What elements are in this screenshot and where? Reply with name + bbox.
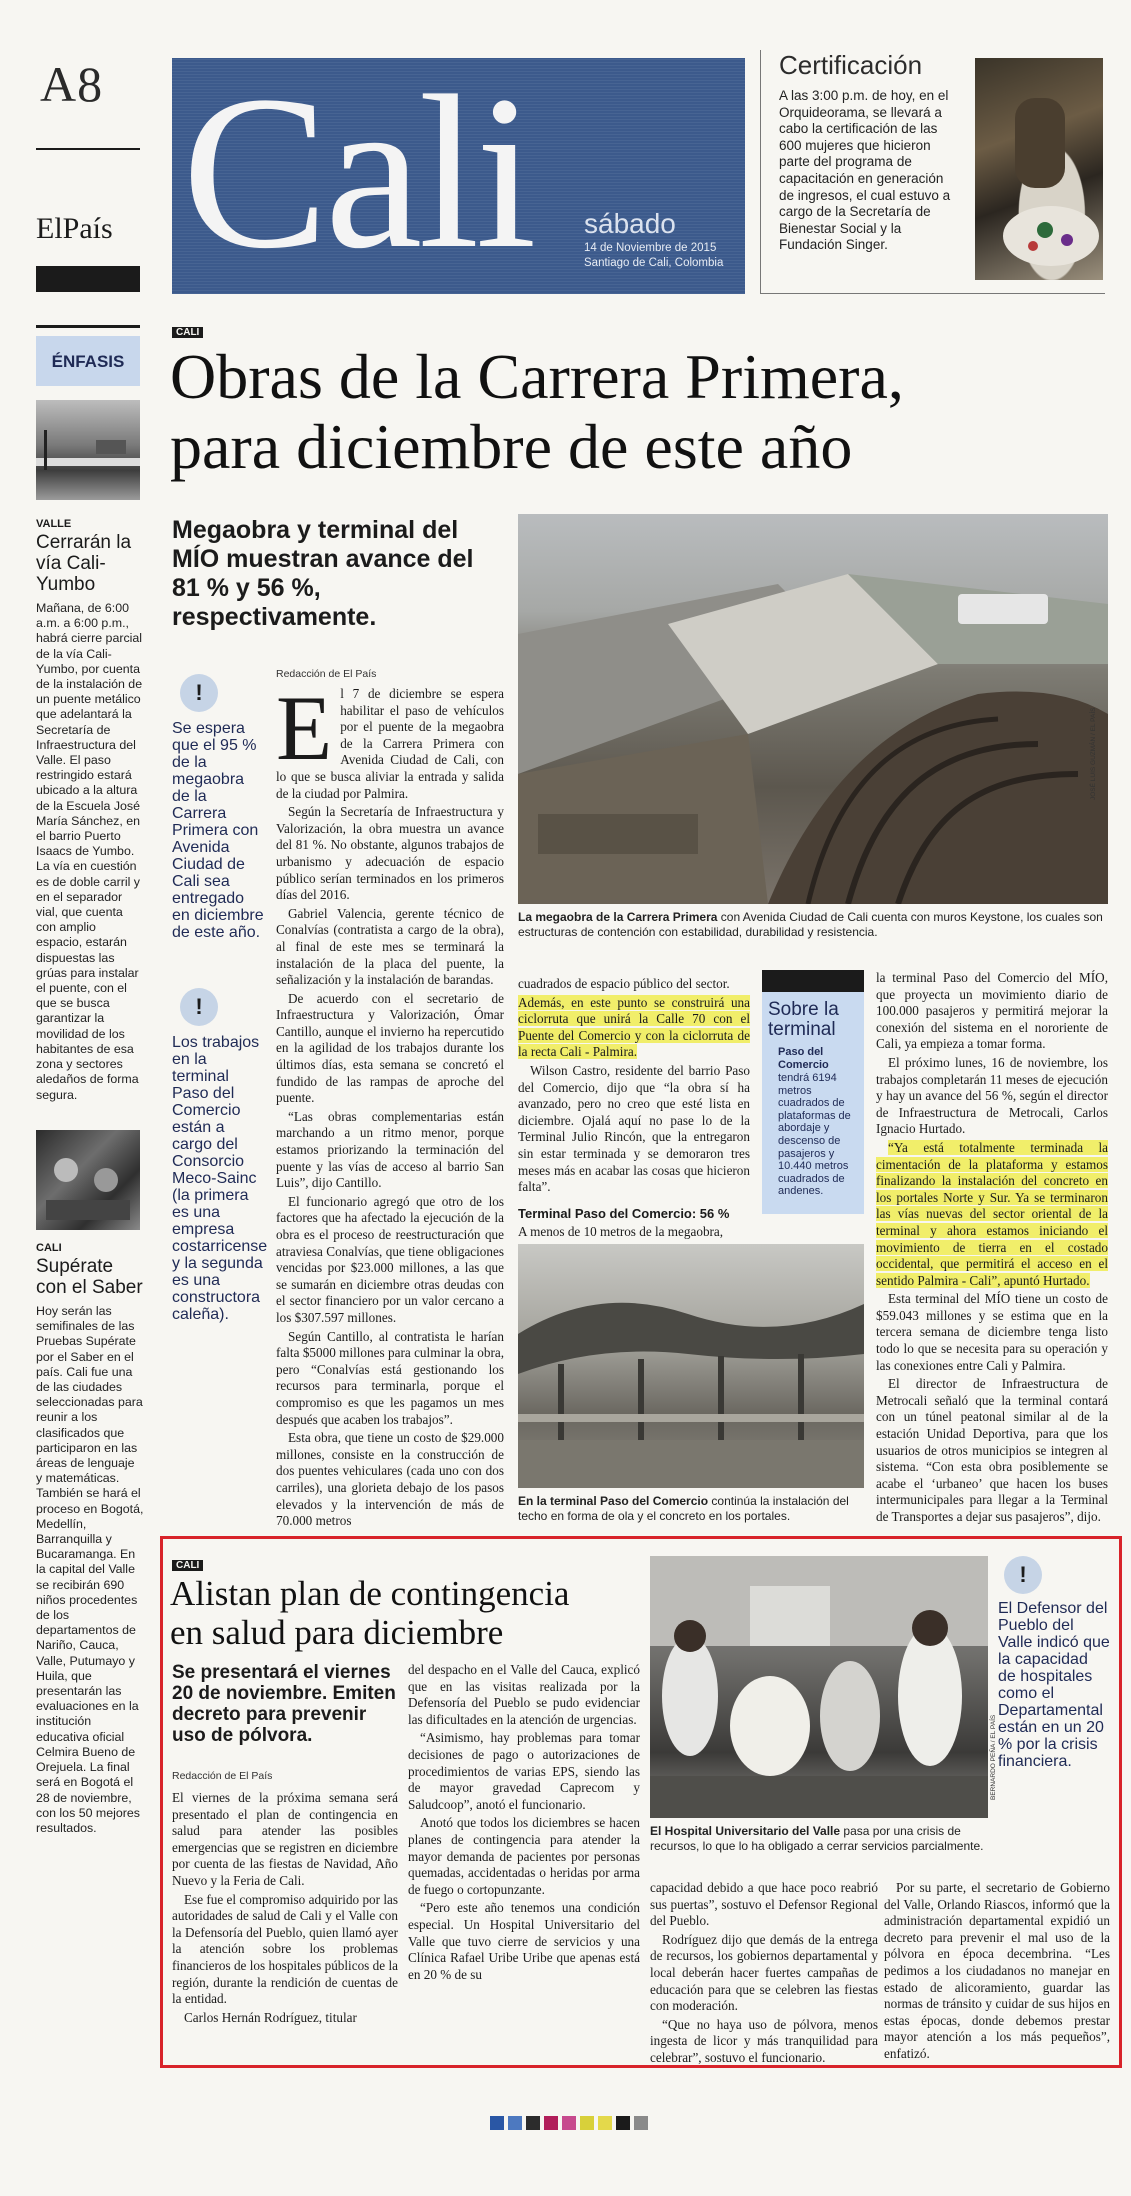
enfasis-label: ÉNFASIS bbox=[36, 336, 140, 386]
health-pull-quote: El Defensor del Pueblo del Valle indicó que la capacidad de hospitales como el Departamental están en un 20 % por la crisis financiera. bbox=[998, 1600, 1110, 1770]
main-col1-p: Según la Secretaría de Infraestructura y Valorización, la obra muestra un avance del 81 %. No obstante, algunos trabajos de urbanismo y adecuación de espacio público serían terminados en los primeros días del 2016. bbox=[276, 804, 504, 903]
main-col3-p: Esta terminal del MÍO tiene un costo de $59.043 millones y se estima que en la tercera semana de diciembre tenga listo todo lo que se necesita para su operación y las conexiones entre Cali y Palmira. bbox=[876, 1291, 1108, 1373]
color-swatch bbox=[544, 2116, 558, 2130]
enfasis-top-rule bbox=[36, 325, 140, 328]
main-story-tag: CALI bbox=[172, 327, 203, 338]
terminal-construction-image bbox=[518, 1244, 864, 1488]
photo2-caption bbox=[518, 1494, 864, 1523]
enfasis-title: Cerrarán la vía Cali-Yumbo bbox=[36, 532, 132, 595]
health-col3-p: capacidad debido a que hace poco reabrió sus puertas”, sostuvo el Defensor Regional del Pueblo. bbox=[650, 1880, 878, 1929]
main-headline bbox=[170, 342, 1110, 482]
color-swatch bbox=[562, 2116, 576, 2130]
health-col2-p: del despacho en el Valle del Cauca, explicó que en las visitas realizada por la Defensoría del Pueblo se pudo evidenciar las dificultades en la atención de urgencias. bbox=[408, 1662, 640, 1727]
health-headline-line1: Alistan plan de contingencia bbox=[170, 1574, 570, 1613]
sobre-lead: Paso del Comercio bbox=[778, 1046, 829, 1071]
health-col2-p: “Pero este año tenemos una condición especial. Un Hospital Universitario del Valle que tuvo cierre de servicios y una Clínica Rafael Uribe Uribe que apenas está en 20 % de su bbox=[408, 1900, 640, 1982]
main-col3-highlight: “Ya está totalmente terminada la cimentación de la plataforma y estamos finalizando la instalación del concreto en los portales Norte y Sur. Ya se terminaron las vías nuevas del sector oriental de la terminal y ahora estamos iniciando el movimiento de tierra en el costado occidental, que permitirá el acceso en el sentido Palmira - Cali”, apuntó Hurtado. bbox=[876, 1139, 1108, 1288]
main-col2-p: A menos de 10 metros de la megaobra, bbox=[518, 1224, 724, 1240]
main-col3-p: la terminal Paso del Comercio del MÍO, que proyecta un movimiento diario de 100.000 pasajeros y permitirá mejorar la conexión del sistema en el nororiente de Cali, ya empieza a tomar forma. bbox=[876, 970, 1108, 1052]
enfasis-photo-2 bbox=[36, 1130, 140, 1230]
main-col-1 bbox=[276, 677, 504, 1532]
terminal-photo bbox=[518, 1244, 864, 1488]
health-col-1 bbox=[172, 1790, 398, 2028]
main-col2-highlight: Además, en este punto se construirá una ciclorruta que unirá la Calle 70 con el Puente del Comercio y con la ciclorruta de la recta Cali - Palmira. bbox=[518, 994, 750, 1060]
health-byline: Redacción de El País bbox=[172, 1770, 273, 1782]
enfasis-item-cali bbox=[36, 1242, 144, 1836]
hospital-photo-credit: BERNARDO PEÑA / EL PAÍS bbox=[990, 1714, 997, 1800]
health-headline-line2: en salud para diciembre bbox=[170, 1613, 504, 1652]
health-col3-p: Rodríguez dijo que demás de la entrega de recursos, los gobiernos departamental y local deberán hacer fuertes campañas de educación para que se celebren las fiestas con moderación. bbox=[650, 1931, 878, 2014]
brand-underline bbox=[36, 266, 140, 292]
health-col1-p: Ese fue el compromiso adquirido por las autoridades de salud de Cali y el Valle con la Defensoría del Pueblo, quien llamó ayer la atención sobre los problemas financieros de los hospitales públicos de la región, durante la rendición de cuentas de la entidad. bbox=[172, 1891, 398, 2007]
color-swatch bbox=[490, 2116, 504, 2130]
dropcap: E bbox=[276, 677, 333, 779]
sobre-title: Sobre la terminal bbox=[768, 999, 839, 1040]
health-col1-p: El viernes de la próxima semana será presentado el plan de contingencia en salud para atender las posibles emergencias que se registren en diciembre por cuenta de las fiestas de Navidad, Año Nuevo y la Feria de Cali. bbox=[172, 1790, 398, 1888]
color-swatch bbox=[580, 2116, 594, 2130]
main-headline-line1: Obras de la Carrera Primera, bbox=[170, 341, 904, 412]
sobre-terminal-box bbox=[762, 970, 864, 1214]
main-col1-p: De acuerdo con el secretario de Infraestructura y Valorización, Ómar Cantillo, aunque el invierno ha repercutido en la agilidad de los trabajos durante los últimos días, esta semana se concretó el fundido de las rampas de aproche del puente. bbox=[276, 990, 504, 1106]
bridge-construction-image bbox=[518, 514, 1108, 904]
enfasis-body: Mañana, de 6:00 a.m. a 6:00 p.m., habrá cierre parcial de la vía Cali-Yumbo, por cuenta de la instalación de un puente metálico que adelantará la Secretaría de Infraestructura del Valle. El paso restringido estará ubicado a la altura de la Escuela José María Sánchez, en el barrio Puerto Isaacs de Yumbo. La vía en cuestión es de doble carril y en el separador vial, que cuenta con amplio espacio, estarán dispuestas las grúas para instalar el puente, con el que se busca garantizar la movilidad de los habitantes de esa zona y sectores aledaños de forma segura. bbox=[36, 601, 143, 1102]
photo1-credit: JOSÉ LUIS GUZMÁN / EL PAÍS bbox=[1090, 707, 1097, 800]
main-col2-p: Wilson Castro, residente del barrio Paso del Comercio, dijo que “la obra sí ha avanzado, pero no creo que esté lista en diciembre. Ojalá aquí no pase lo de la Terminal Julio Rincón, que la entregaron sin estar terminada y se demoraron tres meses más en acabar las cosas que hicieron falta”. bbox=[518, 1062, 750, 1195]
color-swatch bbox=[526, 2116, 540, 2130]
certificacion-box bbox=[760, 50, 1105, 294]
enfasis-tag: VALLE bbox=[36, 518, 72, 530]
hospital-photo-caption bbox=[650, 1824, 988, 1853]
health-col-3 bbox=[650, 1880, 878, 2069]
main-headline-line2: para diciembre de este año bbox=[170, 411, 853, 482]
health-deck: Se presentará el viernes 20 de noviembre. Emiten decreto para prevenir uso de pólvora. bbox=[172, 1662, 396, 1746]
health-story-tag: CALI bbox=[172, 1560, 203, 1571]
hospital-staff-image bbox=[650, 1556, 988, 1818]
color-swatch bbox=[598, 2116, 612, 2130]
alert-icon: ! bbox=[180, 674, 218, 712]
main-col1-p: El funcionario agregó que otro de los factores que ha afectado la ejecución de la obra es el proceso de reestructuración que atraviesa Conalvías, que tiene obligaciones vencidas por $23.000 millones, a las que se sumarán en diciembre otras deudas con el sector financiero por un valor cercano a los $307.597 millones. bbox=[276, 1193, 504, 1325]
photo2-caption-bold: En la terminal Paso del Comercio bbox=[518, 1494, 709, 1508]
color-swatch bbox=[616, 2116, 630, 2130]
hospital-caption-text: pasa por una crisis de recursos, lo que lo ha obligado a cerrar servicios parcialmente. bbox=[650, 1824, 984, 1853]
main-byline: Redacción de El País bbox=[276, 668, 377, 680]
section-place: Santiago de Cali, Colombia bbox=[584, 257, 724, 269]
main-col1-p: Esta obra, que tiene un costo de $29.000 millones, consiste en la construcción de dos puentes vehiculares (cada uno con dos carriles), una glorieta debajo de los pasos elevados y la intervención de más de 70.000 metros bbox=[276, 1430, 504, 1529]
main-deck: Megaobra y terminal del MÍO muestran avance del 81 % y 56 %, respectivamente. bbox=[172, 516, 474, 631]
main-col1-p: Gabriel Valencia, gerente técnico de Conalvías (contratista a cargo de la obra), al final de este mes se terminará la instalación de la placa del puente, la señalización y la instalación de barandas. bbox=[276, 905, 504, 988]
section-date: 14 de Noviembre de 2015 bbox=[584, 242, 717, 254]
health-col2-p: “Asimismo, hay problemas para tomar decisiones de pago o autorizaciones de procedimientos de varias EPS, siendo las de mayor gravedad Caprecom y Saludcoop”, anotó el funcionario. bbox=[408, 1730, 640, 1812]
health-col3-p: “Que no haya uso de pólvora, menos ingesta de licor y más tranquilidad para celebrar”, sostuvo el funcionario. bbox=[650, 2016, 878, 2065]
main-col3-p: El próximo lunes, 16 de noviembre, los trabajos completarán 11 meses de ejecución y hay un avance del 56 %, según el director de Infraestructura de Metrocali, Carlos Ignacio Hurtado. bbox=[876, 1054, 1108, 1137]
print-color-bar bbox=[490, 2116, 648, 2130]
masthead bbox=[172, 50, 745, 294]
enfasis-tag: CALI bbox=[36, 1242, 62, 1254]
certificacion-photo bbox=[975, 58, 1103, 280]
alert-icon: ! bbox=[180, 988, 218, 1026]
photo1-caption-text: con Avenida Ciudad de Cali cuenta con muros Keystone, los cuales son estructuras de contención con estabilidad, durabilidad y resistencia. bbox=[518, 910, 1103, 939]
enfasis-item-valle bbox=[36, 518, 144, 1103]
main-col2-p: cuadrados de espacio público del sector. bbox=[518, 976, 730, 991]
page-number: A8 bbox=[40, 56, 104, 112]
sobre-body: tendrá 6194 metros cuadrados de plataformas de abordaje y descenso de pasajeros y 10.440 metros cuadrados de andenes. bbox=[778, 1072, 851, 1198]
color-swatch bbox=[508, 2116, 522, 2130]
health-col-2 bbox=[408, 1662, 640, 1985]
brand-logo: ElPaís bbox=[36, 212, 113, 245]
color-swatch bbox=[634, 2116, 648, 2130]
certificacion-body: A las 3:00 p.m. de hoy, en el Orquideorama, se llevará a cabo la certificación de las 600 mujeres que hicieron parte del programa de capacitación en generación de ingresos, el cual estuvo a cargo de la Secretaría de Bienestar Social y la Fundación Singer. bbox=[779, 88, 951, 253]
pull-quote-2: Los trabajos en la terminal Paso del Comercio están a cargo del Consorcio Meco-Sainc (la primera es una empresa costarricense y la segunda es una constructora caleña). bbox=[172, 1034, 268, 1323]
health-col-4 bbox=[884, 1880, 1110, 2065]
section-day: sábado bbox=[584, 208, 676, 239]
embroidery-image bbox=[975, 58, 1103, 280]
enfasis-photo-1 bbox=[36, 400, 140, 500]
hospital-caption-bold: El Hospital Universitario del Valle bbox=[650, 1824, 841, 1838]
alert-icon: ! bbox=[1004, 1556, 1042, 1594]
health-headline bbox=[170, 1574, 650, 1652]
enfasis-title: Supérate con el Saber bbox=[36, 1256, 143, 1298]
health-col1-p: Carlos Hernán Rodríguez, titular bbox=[184, 2009, 357, 2025]
health-col2-p: Anotó que todos los diciembres se hacen planes de contingencia para atender la mayor demanda de pacientes por personas quemadas, accidentadas o heridas por arma de fuego o cortopunzante. bbox=[408, 1815, 640, 1897]
health-col4-p: Por su parte, el secretario de Gobierno del Valle, Orlando Riascos, informó que la administración departamental expidió un decreto para prevenir el mal uso de la pólvora en época decembrina. “Les pedimos a los ciudadanos no manejar en estado de alicoramiento, guardar las normas de tránsito y cuidar de sus hijos en estas épocas, donde debemos prestar mayor atención a los más pequeños”, enfatizó. bbox=[884, 1880, 1110, 2061]
pull-quote-1: Se espera que el 95 % de la megaobra de la Carrera Primera con Avenida Ciudad de Cali sea entregado en diciembre de este año. bbox=[172, 720, 264, 941]
main-col-3 bbox=[876, 970, 1108, 1528]
main-photo bbox=[518, 514, 1108, 904]
hospital-photo bbox=[650, 1556, 988, 1818]
enfasis-body: Hoy serán las semifinales de las Pruebas Supérate por el Saber en el país. Cali fue una de las ciudades seleccionadas para reunir a los clasificados que participaron en las áreas de lenguaje y matemáticas. También se hará el proceso en Bogotá, Medellín, Barranquilla y Bucaramanga. En la capital del Valle se recibirán 690 niños procedentes de los departamentos de Nariño, Cauca, Valle, Putumayo y Huila, que presentarán las evaluaciones en la institución educativa oficial Celmira Bueno de Orejuela. La final será en Bogotá el 28 de noviembre, con los 50 mejores resultados. bbox=[36, 1304, 144, 1835]
main-col1-p: Según Cantillo, al contratista le harían falta $5000 millones para culminar la obra, pero “Conalvías está gestionando los recursos para terminarla, porque el compromiso es que les pagamos un mes después que acaben los trabajos”. bbox=[276, 1328, 504, 1427]
main-col-2 bbox=[518, 976, 750, 1243]
main-subhead: Terminal Paso del Comercio: 56 % bbox=[518, 1205, 730, 1221]
photo2-caption-text: continúa la instalación del techo en forma de ola y el concreto en los portales. bbox=[518, 1494, 849, 1523]
photo1-caption-bold: La megaobra de la Carrera Primera bbox=[518, 910, 718, 924]
sobre-top-bar bbox=[762, 970, 864, 992]
photo1-caption bbox=[518, 910, 1108, 939]
certificacion-title: Certificación bbox=[779, 50, 923, 80]
header-divider bbox=[36, 148, 140, 150]
main-col1-p: l 7 de diciembre se espera habilitar el paso de vehículos por el puente de la megaobra de la Carrera Primera con Avenida Ciudad de Cali, con lo que se busca aliviar la entrada y salida de la ciudad por Palmira. bbox=[276, 686, 504, 801]
main-col1-p: “Las obras complementarias están marchando a un ritmo menor, porque estamos priorizando la terminación del puente y las vías de acceso al barrio San Luis”, dijo Cantillo. bbox=[276, 1108, 504, 1191]
main-col3-p: El director de Infraestructura de Metrocali señaló que la terminal contará con un túnel peatonal similar al de la estación Unidad Deportiva, para que los usuarios de otros municipios se integren al sistema. “Con esta obra posiblemente se acabe el ‘urbaneo’ que hacen los buses intermunicipales para llegar a la Terminal de Transportes a dejar sus pasajeros”, dijo. bbox=[876, 1376, 1108, 1524]
section-title: Cali bbox=[182, 50, 533, 294]
